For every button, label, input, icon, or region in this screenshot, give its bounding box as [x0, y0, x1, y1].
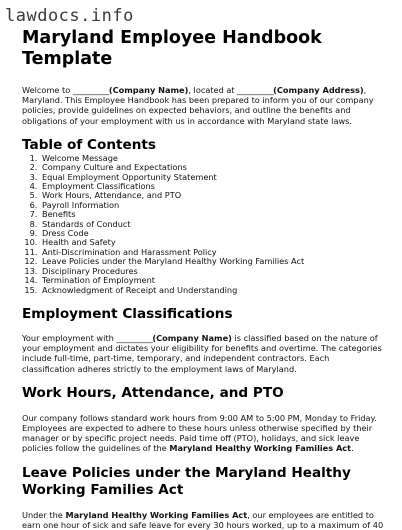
- company-name-blank: __________: [116, 332, 153, 343]
- intro-paragraph: [22, 85, 384, 126]
- hours-text-2: .: [351, 443, 354, 454]
- act-name: Maryland Healthy Working Families Act: [65, 509, 248, 520]
- hours-paragraph: [22, 413, 384, 454]
- intro-text-2: , located at: [188, 85, 238, 95]
- toc-item: 2. Company Culture and Expectations: [40, 163, 384, 172]
- leave-text-2: , our employees are entitled to earn one hour of sick and safe leave for every 30 hours worked, up to a maximum of 40: [22, 509, 384, 530]
- toc-item: 5. Work Hours, Attendance, and PTO: [40, 191, 384, 200]
- intro-text-1: Welcome to: [22, 85, 73, 95]
- company-name-placeholder: (Company Name): [108, 85, 189, 95]
- document-title: Maryland Employee Handbook Template: [22, 28, 322, 69]
- hours-text-1: Our company follows standard work hours from 9:00 AM to 5:00 PM, Monday to Friday. Employees are expected to adhere to these hours unless otherwise specified by their manager or by specific project needs. Paid time off (PTO), holidays, and sick leave policies follow the guidelines of the: [22, 412, 377, 454]
- toc-item: 14. Termination of Employment: [40, 276, 384, 285]
- toc-item: 4. Employment Classifications: [40, 182, 384, 191]
- company-name-blank: __________: [72, 85, 109, 95]
- toc-item: 15. Acknowledgment of Receipt and Understanding: [40, 286, 384, 295]
- toc-item: 3. Equal Employment Opportunity Statement: [40, 173, 384, 182]
- company-name-placeholder: (Company Name): [152, 332, 232, 343]
- company-address-blank: __________: [237, 85, 274, 95]
- toc-item: 1. Welcome Message: [40, 154, 384, 163]
- hours-heading: Work Hours, Attendance, and PTO: [22, 384, 284, 401]
- classifications-text-2: is classified based on the nature of your employment and dictates your eligibility for benefits and overtime. The categories include full-time, part-time, temporary, and independent contractors. Each classification adheres strictly to the employment laws of Maryland.: [22, 332, 382, 374]
- toc-item: 12. Leave Policies under the Maryland Healthy Working Families Act: [40, 257, 384, 266]
- act-name: Maryland Healthy Working Families Act: [169, 443, 352, 454]
- leave-text-1: Under the: [22, 509, 66, 520]
- toc-item: 8. Standards of Conduct: [40, 220, 384, 229]
- toc-item: 10. Health and Safety: [40, 238, 384, 247]
- classifications-paragraph: [22, 333, 384, 374]
- document-body: [22, 28, 384, 530]
- leave-paragraph: [22, 510, 384, 530]
- toc-item: 13. Disciplinary Procedures: [40, 267, 384, 276]
- toc-item: 11. Anti-Discrimination and Harassment Policy: [40, 248, 384, 257]
- company-address-placeholder: (Company Address): [273, 85, 364, 95]
- site-watermark: lawdocs.info: [5, 6, 134, 26]
- toc-heading: Table of Contents: [22, 136, 156, 153]
- toc-item: 7. Benefits: [40, 210, 384, 219]
- toc-item: 9. Dress Code: [40, 229, 384, 238]
- classifications-text-1: Your employment with: [22, 332, 117, 343]
- classifications-heading: Employment Classifications: [22, 305, 233, 322]
- intro-text-3: , Maryland. This Employee Handbook has been prepared to inform you of our company policies, provide guidelines on expected behaviors, and outline the benefits and obligations of your employment with us in accordance with Maryland state laws.: [22, 85, 374, 126]
- toc-item: 6. Payroll Information: [40, 201, 384, 210]
- toc-list: [22, 154, 384, 295]
- leave-heading: Leave Policies under the Maryland Healthy Working Families Act: [22, 464, 351, 498]
